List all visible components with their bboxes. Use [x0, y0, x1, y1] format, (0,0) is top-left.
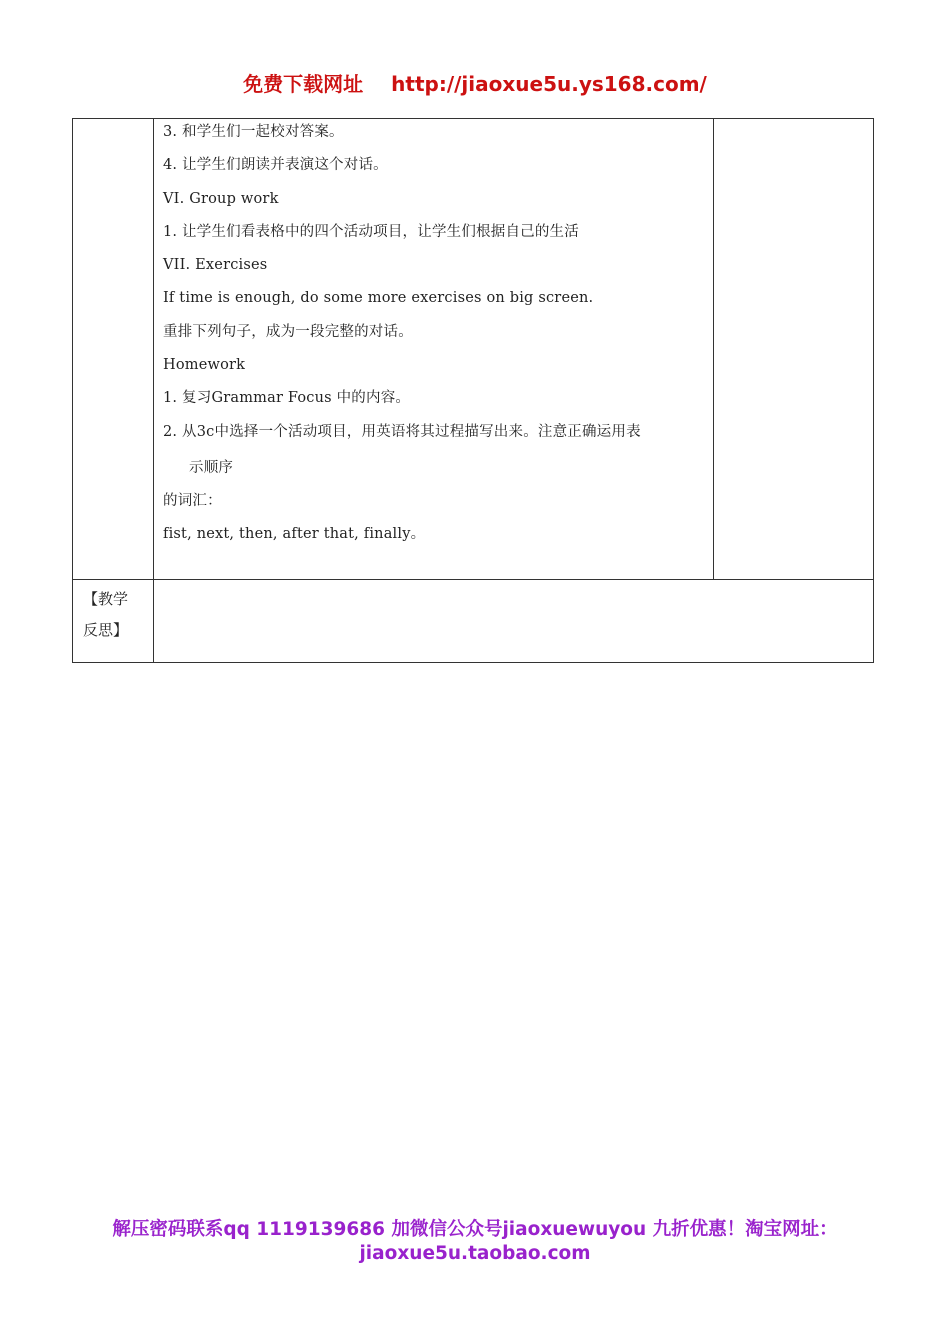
header-label: 免费下载网址: [243, 72, 364, 96]
content-line-10: 2. 从3c中选择一个活动项目，用英语将其过程描写出来。注意正确运用表: [163, 423, 641, 440]
content-line-1: 3. 和学生们一起校对答案。: [163, 124, 344, 140]
footer-line-2[interactable]: jiaoxue5u.taobao.com: [359, 1243, 591, 1264]
content-line-11: 示顺序: [189, 459, 234, 476]
content-row: [73, 119, 874, 580]
content-line-12: 的词汇：: [163, 492, 222, 509]
reflection-content-cell[interactable]: [154, 580, 874, 663]
content-line-8: Homework: [163, 357, 246, 374]
left-empty-cell: [73, 119, 154, 580]
content-line-7: 重排下列句子，成为一段完整的对话。: [163, 323, 413, 340]
lesson-table: [72, 118, 874, 663]
page-header: [0, 68, 950, 97]
reflection-row: [73, 580, 874, 663]
content-line-5: VII. Exercises: [163, 257, 268, 274]
reflection-label-line-1: 【教学: [83, 590, 129, 608]
content-line-3: ⅤI. Group work: [163, 190, 279, 207]
content-line-9: 1. 复习Grammar Focus 中的内容。: [163, 390, 411, 407]
content-line-2: 4. 让学生们朗读并表演这个对话。: [163, 157, 388, 174]
footer-line-1: 解压密码联系qq 1119139686 加微信公众号jiaoxuewuyou 九折优惠！淘宝网址：: [112, 1219, 838, 1240]
reflection-label-line-2: 反思】: [83, 621, 129, 639]
header-url[interactable]: http://jiaoxue5u.ys168.com/: [391, 72, 707, 96]
content-cell: [154, 119, 714, 580]
right-empty-cell: [714, 119, 874, 580]
content-line-4: 1. 让学生们看表格中的四个活动项目，让学生们根据自己的生活: [163, 223, 579, 240]
reflection-label-cell: [73, 580, 154, 663]
page-footer: [0, 1218, 950, 1266]
content-line-13: fist, next, then, after that, finally。: [163, 526, 426, 543]
content-line-6: If time is enough, do some more exercises on big screen.: [163, 290, 594, 307]
